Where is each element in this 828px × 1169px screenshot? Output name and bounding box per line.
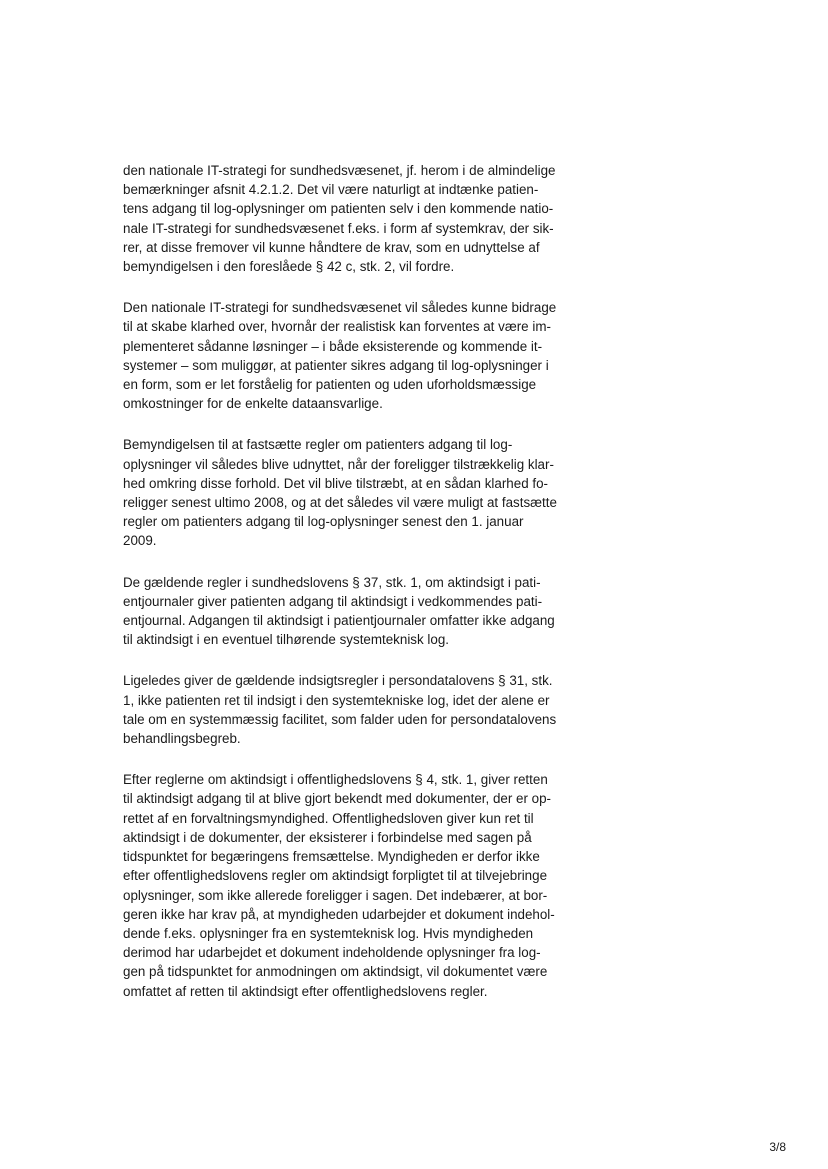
paragraph-1: [123, 161, 593, 276]
paragraph-3: [123, 435, 593, 550]
text-line: til aktindsigt i en eventuel tilhørende systemteknisk log.: [123, 632, 449, 648]
text-line: omfattet af retten til aktindsigt efter offentlighedslovens regler.: [123, 983, 488, 999]
text-line: den nationale IT-strategi for sundhedsvæsenet, jf. herom i de almindelige: [123, 163, 556, 178]
text-line: efter offentlighedslovens regler om aktindsigt forpligtet til at tilvejebringe: [123, 868, 548, 884]
paragraph-4: [123, 573, 593, 650]
text-line: aktindsigt i de dokumenter, der eksisterer i forbindelse med sagen på: [123, 829, 532, 845]
text-line: til aktindsigt adgang til at blive gjort bekendt med dokumenter, der er op-: [123, 791, 552, 807]
text-line: tens adgang til log-oplysninger om patienten selv i den kommende natio-: [123, 201, 554, 217]
text-line: 2009.: [123, 533, 157, 549]
text-line: De gældende regler i sundhedslovens § 37, stk. 1, om aktindsigt i pati-: [123, 574, 541, 590]
text-line: bemærkninger afsnit 4.2.1.2. Det vil være naturligt at indtænke patien-: [123, 182, 539, 198]
text-line: omkostninger for de enkelte dataansvarlige.: [123, 396, 383, 412]
text-line: Efter reglerne om aktindsigt i offentlighedslovens § 4, stk. 1, giver retten: [123, 772, 548, 788]
text-line: systemer – som muliggør, at patienter sikres adgang til log-oplysninger i: [123, 357, 549, 373]
text-line: dende f.eks. oplysninger fra en systemteknisk log. Hvis myndigheden: [123, 925, 534, 941]
text-line: oplysninger, som ikke allerede foreligger i sagen. Det indebærer, at bor-: [123, 887, 548, 903]
text-line: Den nationale IT-strategi for sundhedsvæsenet vil således kunne bidrage: [123, 300, 557, 316]
text-line: rer, at disse fremover vil kunne håndtere de krav, som en udnyttelse af: [123, 239, 540, 255]
page-number: 3/8: [769, 1140, 786, 1154]
text-line: entjournal. Adgangen til aktindsigt i patientjournaler omfatter ikke adgang: [123, 613, 555, 629]
body-text: [123, 161, 593, 1023]
text-line: tale om en systemmæssig facilitet, som falder uden for persondatalovens: [123, 711, 557, 727]
paragraph-6: [123, 770, 593, 1000]
text-line: en form, som er let forståelig for patienten og uden uforholdsmæssige: [123, 377, 537, 393]
text-line: behandlingsbegreb.: [123, 731, 241, 747]
text-line: entjournaler giver patienten adgang til aktindsigt i vedkommendes pati-: [123, 593, 543, 609]
text-line: derimod har udarbejdet et dokument indeholdende oplysninger fra log-: [123, 945, 541, 961]
text-line: plementeret sådanne løsninger – i både eksisterende og kommende it-: [123, 338, 543, 354]
text-line: Bemyndigelsen til at fastsætte regler om patienters adgang til log-: [123, 437, 513, 453]
paragraph-2: [123, 298, 593, 413]
text-line: oplysninger vil således blive udnyttet, når der foreligger tilstrækkelig klar-: [123, 456, 554, 472]
paragraph-5: [123, 671, 593, 748]
text-line: Ligeledes giver de gældende indsigtsregler i persondatalovens § 31, stk.: [123, 673, 553, 689]
text-line: regler om patienters adgang til log-oplysninger senest den 1. januar: [123, 514, 524, 530]
text-line: hed omkring disse forhold. Det vil blive tilstræbt, at en sådan klarhed fo-: [123, 475, 548, 491]
text-line: til at skabe klarhed over, hvornår der realistisk kan forventes at være im-: [123, 319, 551, 335]
text-line: rettet af en forvaltningsmyndighed. Offentlighedsloven giver kun ret til: [123, 810, 534, 826]
text-line: bemyndigelsen i den foreslåede § 42 c, stk. 2, vil fordre.: [123, 259, 455, 275]
text-line: 1, ikke patienten ret til indsigt i den systemtekniske log, idet der alene er: [123, 692, 550, 708]
text-line: nale IT-strategi for sundhedsvæsenet f.eks. i form af systemkrav, der sik-: [123, 220, 554, 236]
text-line: gen på tidspunktet for anmodningen om aktindsigt, vil dokumentet være: [123, 964, 548, 980]
text-line: geren ikke har krav på, at myndigheden udarbejder et dokument indehol-: [123, 906, 555, 922]
text-line: tidspunktet for begæringens fremsættelse. Myndigheden er derfor ikke: [123, 849, 540, 865]
text-line: religger senest ultimo 2008, og at det således vil være muligt at fastsætte: [123, 495, 557, 511]
